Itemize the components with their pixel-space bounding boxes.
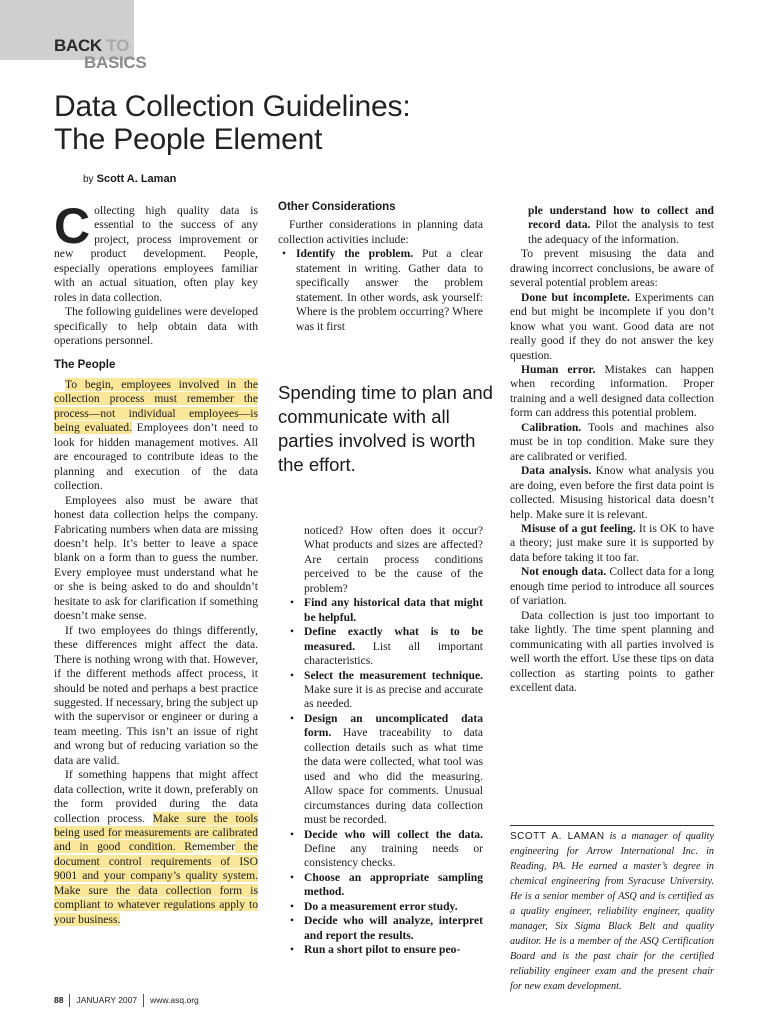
list-item-title: Decide who will analyze, interpret and report the results. <box>304 914 483 942</box>
list-item-title: ple understand how to collect and record data. <box>528 204 714 232</box>
list-item-title: Run a short pilot to ensure peo- <box>304 943 461 957</box>
list-item-title: Select the measurement technique. <box>304 668 483 682</box>
problem-area-title: Human error. <box>521 362 596 376</box>
body-paragraph: The following guidelines were developed specifically to help obtain data with operations personnel. <box>54 305 258 348</box>
list-item-title: Design an uncomplicated data form. <box>304 711 483 740</box>
byline-prefix: by <box>83 174 94 185</box>
logo-word-basics: BASICS <box>84 53 147 72</box>
list-item <box>286 625 483 668</box>
body-paragraph: Further considerations in planning data collection activities include: <box>278 218 483 246</box>
logo-word-back: BACK <box>54 36 102 55</box>
issue-date: JANUARY 2007 <box>76 994 138 1005</box>
considerations-list <box>278 247 483 334</box>
byline <box>83 173 176 185</box>
website-url: www.asq.org <box>150 994 199 1005</box>
page-number: 88 <box>54 994 64 1005</box>
list-item-title: Do a measurement error study. <box>304 899 458 913</box>
problem-area-text: Know what analysis you are doing, even before the first data point is collected. Misusing historical data doesn’t help. Make sure it is relevant. <box>510 464 714 521</box>
list-item <box>286 712 483 828</box>
highlighted-text-selected: emember <box>192 840 236 854</box>
list-item <box>286 900 483 914</box>
intro-paragraph <box>54 198 258 305</box>
list-item <box>286 828 483 871</box>
column-2-bottom <box>286 524 483 958</box>
problem-area-text: Collect data for a long enough time period to introduce all sources of variation. <box>510 565 714 608</box>
closing-paragraph: Data collection is just too important to take lightly. The time spent planning and communicating with all parties involved is well worth the effort. Use these tips on data collection as starting points to gather excellent data. <box>510 608 714 694</box>
highlighted-text: Make sure the tools being used for measurements are calibrated and in good condition. R <box>54 811 259 854</box>
list-item-continuation: noticed? How often does it occur? What products and sizes are affected? Are certain process conditions perceived to be the cause of the problem? <box>304 524 483 595</box>
list-item-title: Find any historical data that might be helpful. <box>304 596 483 624</box>
list-item <box>278 247 483 334</box>
column-3 <box>510 204 714 695</box>
title-line-2: The People Element <box>54 123 323 156</box>
list-item-title: Choose an appropriate sampling method. <box>304 870 483 899</box>
problem-area-title: Data analysis. <box>521 464 592 478</box>
problem-area-title: Not enough data. <box>521 565 607 579</box>
logo-word-to: TO <box>106 36 130 55</box>
list-item-continuation <box>510 204 714 247</box>
problem-area-paragraph <box>510 291 714 363</box>
problem-area-paragraph <box>510 522 714 565</box>
considerations-list-continued <box>286 524 483 958</box>
list-item-title: Identify the problem. <box>296 247 414 261</box>
list-item-text: Pilot the analysis to test the adequacy of the information. <box>528 218 714 246</box>
problem-area-paragraph <box>510 363 714 421</box>
list-item-title: Define exactly what is to be measured. <box>304 625 483 653</box>
author-bio <box>510 829 714 994</box>
list-item-text: Make sure it is as precise and accurate as needed. <box>304 682 483 711</box>
section-logo <box>54 37 146 71</box>
list-item <box>286 669 483 712</box>
list-item <box>286 943 483 957</box>
body-paragraph <box>54 378 258 494</box>
author-name: Scott A. Laman <box>96 173 177 185</box>
bio-divider <box>510 825 714 826</box>
body-paragraph: To prevent misusing the data and drawing incorrect conclusions, be aware of several potential problem areas: <box>510 247 714 290</box>
problem-area-title: Misuse of a gut feeling. <box>521 521 636 535</box>
pull-quote: Spending time to plan and communicate with all parties involved is worth the effort. <box>278 382 493 475</box>
section-heading-other-considerations: Other Considerations <box>278 201 396 213</box>
problem-area-text: Experiments can end but might be incomplete if you don’t know what you want. Good data are not really good if they do not answer the key question. <box>510 290 715 362</box>
list-item <box>286 871 483 900</box>
highlighted-text: To begin, employees involved in the collection process must remember the process—not individual employees—is being evaluated. <box>54 377 258 435</box>
section-heading-people: The People <box>54 358 116 371</box>
body-text: Employees don’t need to look for hidden management motives. All are encouraged to contribute ideas to the planning and execution of the data collection. <box>54 421 258 493</box>
list-item-text: Have traceability to data collection details such as what time the data were collected, what tool was used and who did the measuring. Allow space for comments. Unusual circumstances during data collection must be recorded. <box>304 726 483 827</box>
list-item <box>286 596 483 625</box>
highlighted-text: Make sure the data collection form is compliant to whatever regulations apply to your business. <box>54 883 258 926</box>
highlighted-text: the document control requirements of ISO 9001 and your company’s quality system. <box>54 840 258 883</box>
bio-text: is a manager of quality engineering for Arrow International Inc. in Reading, PA. He earned a master’s degree in chemical engineering from Syracuse University. He is a senior member of ASQ and is certified as a quality engineer, reliability engineer, quality manager, Six Sigma Black Belt and quality auditor. He is a member of the ASQ Certification Board and is the past chair for the certified reliability engineer exam and the present chair for new exam development. <box>510 831 714 992</box>
drop-cap: C <box>54 198 91 254</box>
list-item-text: List all important characteristics. <box>304 639 483 668</box>
body-paragraph: If two employees do things differently, these differences might affect the data. There is nothing wrong with that. However, if the different methods affect process, it should be noted and perhaps a best practice suggested. If necessary, bring the subject up with the supervisor or engineer or during a team meeting. This isn’t an issue of right and wrong but of reducing variation so the data are valid. <box>54 623 259 767</box>
intro-text: ollecting high quality data is essential to the success of any project, process improvement or new product development. People, especially operations employees familiar with an actual situation, often play key roles in data collection. <box>54 204 258 304</box>
page-footer <box>54 994 199 1007</box>
article-title <box>54 90 410 156</box>
problem-area-text: Mistakes can happen when recording information. Proper training and a well designed data collection form can address this potential problem. <box>510 362 714 420</box>
list-item-title: Decide who will collect the data. <box>304 827 483 841</box>
body-paragraph <box>54 768 258 927</box>
problem-area-paragraph <box>510 421 714 464</box>
list-continuation <box>510 204 714 247</box>
list-item-text: Define any training needs or consistency checks. <box>304 841 483 870</box>
problem-area-paragraph <box>510 464 714 522</box>
column-1 <box>54 198 259 927</box>
list-item <box>286 914 483 943</box>
problem-area-title: Done but incomplete. <box>521 290 630 304</box>
bio-author-name: SCOTT A. LAMAN <box>510 831 605 842</box>
body-paragraph: Employees also must be aware that honest data collection helps the company. Fabricating numbers when data are missing doesn’t help. It’s better to leave a space blank on a form than to guess the number. Every employee must understand what he or she is being asked to do and shouldn’t hesitate to ask for clarification if something doesn’t make sense. <box>54 493 258 623</box>
problem-area-title: Calibration. <box>521 420 582 434</box>
problem-area-text: It is OK to have a theory; just make sure it is supported by data before taking it too far. <box>510 521 714 564</box>
footer-separator <box>143 994 144 1007</box>
body-text: If something happens that might affect data collection, write it down, preferably on the form provided during the data collection process. <box>54 768 258 825</box>
column-2-top <box>278 200 483 334</box>
title-line-1: Data Collection Guidelines: <box>54 90 411 123</box>
footer-separator <box>69 994 70 1007</box>
problem-area-paragraph <box>510 565 714 608</box>
list-item-text: Put a clear statement in writing. Gather data to specifically answer the problem statement. In other words, ask yourself: Where is the problem occurring? Where was it first <box>296 247 483 333</box>
problem-area-text: Tools and machines also must be in top condition. Make sure they are calibrated or verified. <box>510 420 714 463</box>
